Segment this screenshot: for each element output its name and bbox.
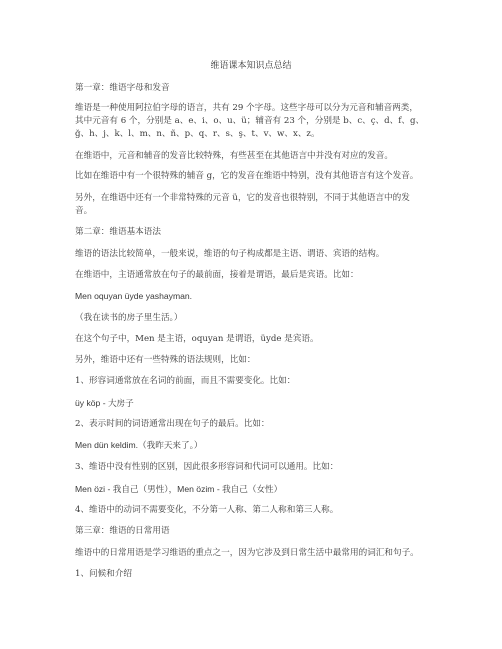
rule-item: 3、维语中没有性别的区别，因此很多形容词和代词可以通用。比如：: [75, 462, 339, 472]
paragraph-line: 其中元音有 6 个，分别是 a、e、i、o、u、ü；辅音有 23 个，分别是 b、c、ç、d、f、g、: [75, 116, 425, 126]
paragraph-line: 维语是一种使用阿拉伯字母的语言，共有 29 个字母。这些字母可以分为元音和辅音两类，: [75, 103, 418, 113]
paragraph-line: 在维语中，元音和辅音的发音比较特殊，有些甚至在其他语言中并没有对应的发音。: [75, 151, 393, 161]
example-sentence: Men dün keldim.（我昨天来了。）: [75, 440, 203, 450]
paragraph-line: 比如在维语中有一个很特殊的辅音 g，它的发音在维语中特别，没有其他语言有这个发音。: [75, 171, 419, 181]
chapter-1-heading: 第一章：维语字母和发音: [75, 83, 170, 93]
rule-item: 4、维语中的动词不需要变化，不分第一人称、第二人称和第三人称。: [75, 505, 339, 515]
chapter-3-heading: 第三章：维语的日常用语: [75, 526, 170, 536]
paragraph-line: 维语的语法比较简单，一般来说，维语的句子构成都是主语、谓语、宾语的结构。: [75, 249, 385, 259]
example-sentence: Men oquyan üyde yashayman.: [75, 291, 193, 301]
paragraph-line: 另外，在维语中还有一个非常特殊的元音 ü，它的发音也很特别，不同于其他语言中的发: [75, 193, 410, 203]
paragraph-line: 另外，维语中还有一些特殊的语法规则，比如：: [75, 355, 256, 365]
paragraph-line: 在这个句子中，Men 是主语，oquyan 是谓语，üyde 是宾语。: [75, 334, 319, 344]
rule-item: 1、形容词通常放在名词的前面，而且不需要变化。比如：: [75, 376, 296, 386]
rule-item: 2、表示时间的词语通常出现在句子的最后。比如：: [75, 419, 270, 429]
document-title: 维语课本知识点总结: [210, 61, 292, 71]
paragraph-line: ğ、h、j、k、l、m、n、ñ、p、q、r、s、ş、t、v、w、x、z。: [75, 129, 320, 139]
paragraph-line: 音。: [75, 206, 93, 216]
paragraph-line: 维语中的日常用语是学习维语的重点之一，因为它涉及到日常生活中最常用的词汇和句子。: [75, 548, 419, 558]
example-sentence: üy köp - 大房子: [75, 398, 134, 408]
section-item: 1、问候和介绍: [75, 569, 133, 579]
example-sentence: Men özi - 我自己（男性），Men özim - 我自己（女性）: [75, 484, 283, 494]
chapter-2-heading: 第二章：维语基本语法: [75, 227, 161, 237]
paragraph-line: 在维语中，主语通常放在句子的最前面，接着是谓语，最后是宾语。比如：: [75, 270, 359, 280]
example-translation: （我在读书的房子里生活。）: [75, 313, 183, 323]
